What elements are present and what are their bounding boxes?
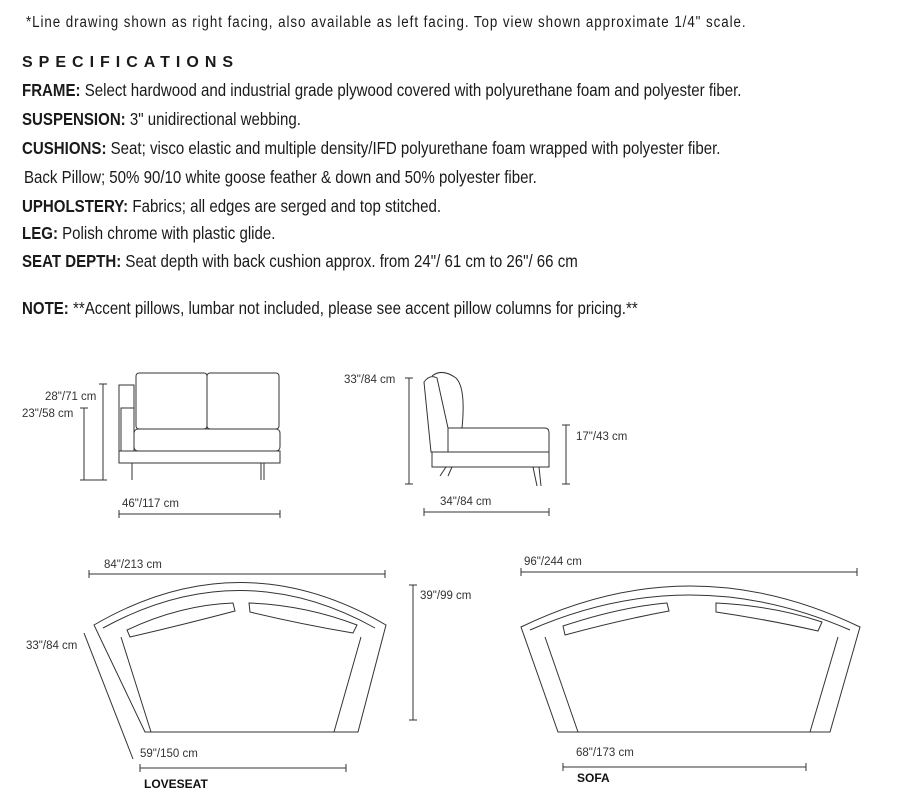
caption-sofa: SOFA bbox=[577, 771, 610, 785]
sofa-top-view bbox=[521, 568, 860, 771]
loveseat-pillow-left bbox=[127, 603, 235, 637]
sofa-pillow-left bbox=[563, 603, 669, 635]
sofa-arms bbox=[545, 637, 838, 732]
label-side-height-back: 33"/84 cm bbox=[344, 374, 396, 386]
side-view-drawing bbox=[405, 372, 570, 516]
note-label: NOTE: bbox=[22, 298, 69, 318]
loveseat-outline bbox=[94, 583, 386, 733]
label-loveseat-side-depth: 33"/84 cm bbox=[26, 640, 78, 652]
label-sofa-width-outer: 96"/244 cm bbox=[524, 556, 582, 568]
label-front-height-total: 28"/71 cm bbox=[45, 391, 97, 403]
side-back-cushion bbox=[432, 372, 463, 428]
intro-note: *Line drawing shown as right facing, also available as left facing. Top view shown approximate 1/4" scale. bbox=[26, 14, 747, 31]
side-base bbox=[432, 452, 549, 467]
loveseat-top-view bbox=[84, 570, 417, 772]
front-arm-pad bbox=[121, 408, 134, 451]
loveseat-pillow-right bbox=[249, 603, 357, 633]
spec-cushions-label: CUSHIONS: bbox=[22, 138, 107, 158]
sofa-pillow-right bbox=[716, 603, 822, 631]
side-back-frame bbox=[424, 377, 448, 452]
spec-back-pillow: Back Pillow; 50% 90/10 white goose feather & down and 50% polyester fiber. bbox=[24, 167, 537, 187]
spec-upholstery-text: Fabrics; all edges are serged and top stitched. bbox=[128, 196, 442, 216]
spec-frame-label: FRAME: bbox=[22, 80, 81, 100]
label-side-height-seat: 17"/43 cm bbox=[576, 431, 628, 443]
label-sofa-width-inner: 68"/173 cm bbox=[576, 747, 634, 759]
side-seat-cushion bbox=[448, 428, 549, 452]
front-back-cushion-right bbox=[207, 373, 279, 429]
spec-seat-depth-text: Seat depth with back cushion approx. from 24"/ 61 cm to 26"/ 66 cm bbox=[121, 251, 578, 271]
loveseat-arms bbox=[121, 637, 361, 732]
sofa-back-inner bbox=[530, 595, 850, 630]
front-base bbox=[119, 451, 280, 463]
note-text: **Accent pillows, lumbar not included, please see accent pillow columns for pricing.** bbox=[68, 298, 638, 318]
front-view-drawing bbox=[80, 373, 280, 518]
front-back-cushion-left bbox=[136, 373, 207, 429]
label-side-depth: 34"/84 cm bbox=[440, 496, 492, 508]
label-loveseat-width-inner: 59"/150 cm bbox=[140, 748, 198, 760]
label-loveseat-depth: 39"/99 cm bbox=[420, 590, 472, 602]
caption-loveseat: LOVESEAT bbox=[144, 777, 208, 791]
side-legs bbox=[440, 467, 541, 486]
spec-seat-depth-label: SEAT DEPTH: bbox=[22, 251, 122, 271]
spec-leg-label: LEG: bbox=[22, 223, 58, 243]
sofa-outline bbox=[521, 586, 860, 732]
spec-suspension-label: SUSPENSION: bbox=[22, 109, 126, 129]
label-front-width: 46"/117 cm bbox=[122, 498, 179, 510]
spec-upholstery-label: UPHOLSTERY: bbox=[22, 196, 129, 216]
spec-frame-text: Select hardwood and industrial grade plywood covered with polyurethane foam and polyester fiber. bbox=[80, 80, 742, 100]
spec-cushions-text: Seat; visco elastic and multiple density/IFD polyurethane foam wrapped with polyester fiber. bbox=[106, 138, 721, 158]
front-seat-cushion bbox=[134, 429, 280, 451]
specifications-title: SPECIFICATIONS bbox=[22, 54, 240, 71]
label-loveseat-width-outer: 84"/213 cm bbox=[104, 559, 162, 571]
label-front-height-arm: 23"/58 cm bbox=[22, 408, 74, 420]
spec-leg-text: Polish chrome with plastic glide. bbox=[57, 223, 276, 243]
spec-suspension-text: 3" unidirectional webbing. bbox=[125, 109, 301, 129]
